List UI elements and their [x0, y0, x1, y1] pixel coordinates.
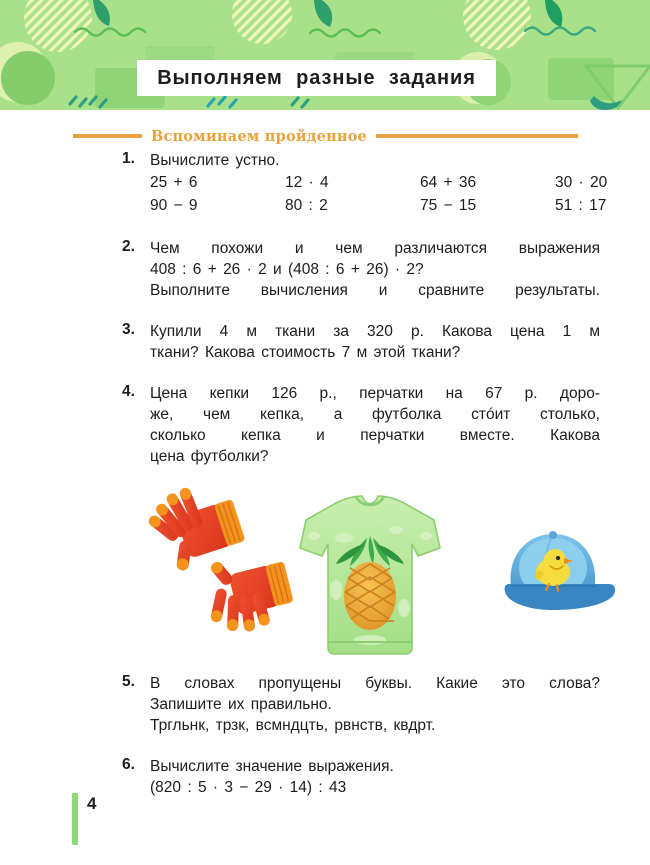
- exercise-2: [0, 238, 650, 301]
- expression-cell: 51 : 17: [555, 197, 607, 214]
- expression-cell: 75 − 15: [420, 197, 477, 214]
- exercise-prompt: Вычислите устно.: [150, 152, 280, 169]
- exercise-line: же, чем кепка, а футболка стóит столько,: [150, 406, 600, 423]
- expression-cell: 80 : 2: [285, 197, 328, 214]
- page-header: [0, 0, 650, 110]
- exercise-line: сколько кепка и перчатки вместе. Какова: [150, 427, 600, 444]
- exercise-line: Вычислите значение выражения.: [150, 758, 394, 775]
- section-rule-left: [73, 134, 142, 138]
- chapter-title-box: [137, 60, 496, 96]
- exercise-line: Чем похожи и чем различаются выражения: [150, 240, 600, 257]
- expression-cell: 90 − 9: [150, 197, 198, 214]
- exercise-number: 5.: [122, 673, 135, 690]
- exercise-1: [0, 150, 650, 216]
- exercise-list: [0, 150, 650, 815]
- exercise-line: 408 : 6 + 26 · 2 и (408 : 6 + 26) · 2?: [150, 261, 424, 278]
- exercise-number: 4.: [122, 383, 135, 400]
- page-title: Выполняем разные задания: [157, 66, 476, 89]
- exercise-line: ткани? Какова стоимость 7 м этой ткани?: [150, 344, 461, 361]
- exercise-number: 6.: [122, 756, 135, 773]
- section-rule-right: [376, 134, 578, 138]
- exercise-number: 3.: [122, 321, 135, 338]
- expression-cell: 25 + 6: [150, 174, 198, 191]
- page-number: 4: [87, 794, 97, 813]
- exercise-text: [150, 238, 600, 301]
- illustration-svg: [0, 484, 650, 669]
- exercise-line: Купили 4 м ткани за 320 р. Какова цена 1 м: [150, 323, 600, 340]
- exercise-text: [150, 321, 600, 363]
- exercise-5: [0, 673, 650, 736]
- section-title: Вспоминаем пройденное: [151, 127, 367, 145]
- expression-cell: 30 · 20: [555, 174, 608, 191]
- page-footer: [0, 787, 650, 847]
- tshirt-icon: [300, 496, 440, 654]
- exercise-3: [0, 321, 650, 363]
- section-header: [73, 126, 578, 146]
- exercise-4: [0, 383, 650, 467]
- expression-cell: 12 · 4: [285, 174, 329, 191]
- exercise-line: Запишите их правильно.: [150, 696, 332, 713]
- exercise-number: 2.: [122, 238, 135, 255]
- exercise-line: Цена кепки 126 р., перчатки на 67 р. доро-: [150, 385, 600, 402]
- exercise-text: [150, 673, 600, 736]
- cap-icon: [505, 531, 616, 610]
- exercise-line: В словах пропущены буквы. Какие это слова?: [150, 675, 600, 692]
- gloves-icon: [140, 484, 298, 641]
- exercise-line: (820 : 5 · 3 − 29 · 14) : 43: [150, 779, 347, 796]
- exercise-line: цена футболки?: [150, 448, 269, 465]
- page-accent-bar: [72, 793, 78, 845]
- exercise-number: 1.: [122, 150, 135, 167]
- exercise-text: [150, 150, 608, 216]
- expression-cell: 64 + 36: [420, 174, 477, 191]
- exercise-line: Выполните вычисления и сравните результаты.: [150, 282, 600, 299]
- exercise-text: [150, 383, 600, 467]
- exercise-line: Тргльнк, трзк, всмндцть, рвнств, квдрт.: [150, 717, 436, 734]
- clothing-illustration: [0, 484, 650, 669]
- mental-math-grid: [150, 172, 608, 216]
